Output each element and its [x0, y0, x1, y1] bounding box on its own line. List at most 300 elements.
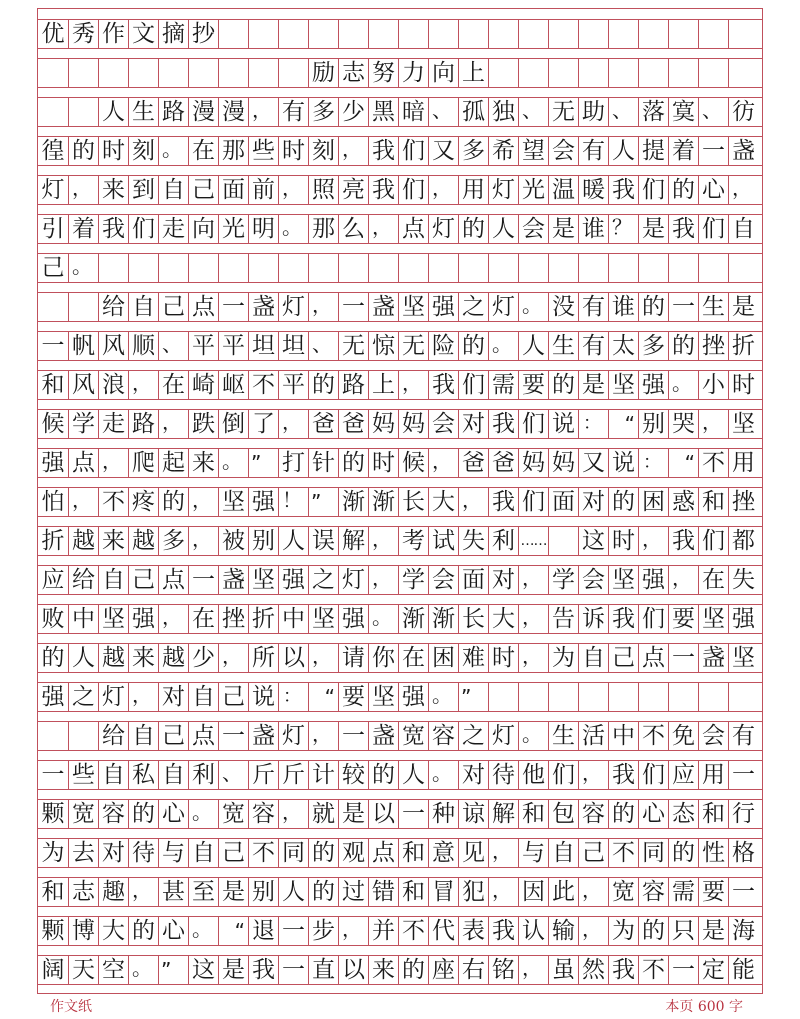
- grid-cell: 点: [68, 449, 98, 477]
- grid-cell: ，: [578, 761, 608, 789]
- grid-cell: 路: [158, 98, 188, 126]
- grid-cell: [128, 59, 158, 87]
- grid-cell: ，: [698, 410, 728, 438]
- grid-cell: 一: [188, 566, 218, 594]
- grid-cell: 学: [548, 566, 578, 594]
- grid-cell: [278, 254, 308, 282]
- grid-cell: [158, 254, 188, 282]
- grid-cell: 种: [428, 800, 458, 828]
- grid-cell: 又: [578, 449, 608, 477]
- grid-cell: 会: [518, 215, 548, 243]
- grid-cell: 作: [98, 20, 128, 48]
- grid-cell: 虽: [548, 956, 578, 984]
- grid-cell: 挫: [728, 488, 758, 516]
- grid-cell: 我: [668, 527, 698, 555]
- grid-cell: ，: [278, 410, 308, 438]
- grid-cell: ”: [458, 683, 488, 711]
- grid-cell: [488, 59, 518, 87]
- grid-cell: 谁: [608, 293, 638, 321]
- grid-cell: 用: [458, 176, 488, 204]
- grid-cell: 越: [98, 644, 128, 672]
- grid-cell: 小: [698, 371, 728, 399]
- grid-cell: 对: [488, 566, 518, 594]
- grid-cell: 无: [398, 332, 428, 360]
- grid-cell: 空: [98, 956, 128, 984]
- grid-cell: 己: [578, 839, 608, 867]
- text-row: [38, 916, 762, 946]
- grid-cell: 提: [638, 137, 668, 165]
- grid-cell: 步: [308, 917, 338, 945]
- grid-cell: 。: [518, 722, 548, 750]
- grid-cell: 此: [548, 878, 578, 906]
- grid-cell: [518, 20, 548, 48]
- grid-cell: 的: [128, 917, 158, 945]
- grid-cell: ，: [218, 644, 248, 672]
- grid-cell: [458, 254, 488, 282]
- grid-cell: 斤: [248, 761, 278, 789]
- grid-cell: 不: [638, 956, 668, 984]
- grid-cell: [518, 59, 548, 87]
- grid-cell: 我: [608, 761, 638, 789]
- grid-cell: 宽: [68, 800, 98, 828]
- grid-cell: 渐: [368, 488, 398, 516]
- grid-cell: 时: [278, 137, 308, 165]
- grid-cell: [668, 254, 698, 282]
- grid-rows: [38, 19, 762, 994]
- grid-cell: 灯: [98, 683, 128, 711]
- grid-cell: 时: [608, 527, 638, 555]
- grid-cell: 强: [41, 684, 65, 710]
- grid-cell: 前: [248, 176, 278, 204]
- grid-cell: 的: [398, 956, 428, 984]
- grid-cell: 刻: [308, 137, 338, 165]
- grid-cell: 大: [98, 917, 128, 945]
- grid-cell: ，: [518, 956, 548, 984]
- grid-cell: 和: [41, 879, 65, 905]
- grid-cell: [668, 59, 698, 87]
- grid-cell: 就: [308, 800, 338, 828]
- grid-cell: 点: [188, 722, 218, 750]
- grid-cell: ”: [248, 449, 278, 477]
- grid-cell: [218, 59, 248, 87]
- grid-cell: 说: [608, 449, 638, 477]
- grid-cell: 妈: [518, 449, 548, 477]
- grid-cell: 不: [698, 449, 728, 477]
- grid-cell: 们: [128, 215, 158, 243]
- grid-cell: [518, 254, 548, 282]
- grid-cell: 天: [68, 956, 98, 984]
- grid-cell: 我: [368, 137, 398, 165]
- grid-cell: 一: [668, 293, 698, 321]
- title-row: [38, 58, 762, 88]
- grid-cell: ，: [518, 644, 548, 672]
- grid-cell: 要: [518, 371, 548, 399]
- grid-cell: 要: [698, 878, 728, 906]
- grid-cell: 坚: [728, 410, 758, 438]
- grid-cell: 徨: [41, 138, 65, 164]
- grid-cell: 以: [338, 956, 368, 984]
- grid-cell: [518, 683, 548, 711]
- grid-cell: ：: [638, 449, 668, 477]
- text-row: [38, 370, 762, 400]
- text-row: [38, 604, 762, 634]
- grid-cell: ，: [578, 917, 608, 945]
- grid-cell: 大: [428, 488, 458, 516]
- grid-cell: 心: [158, 800, 188, 828]
- grid-cell: 灯: [488, 293, 518, 321]
- grid-cell: 中: [278, 605, 308, 633]
- grid-cell: 考: [398, 527, 428, 555]
- grid-cell: 心: [698, 176, 728, 204]
- grid-cell: 我: [98, 215, 128, 243]
- grid-cell: 意: [428, 839, 458, 867]
- grid-cell: 文: [128, 20, 158, 48]
- grid-cell: 是: [698, 917, 728, 945]
- grid-cell: 爬: [128, 449, 158, 477]
- grid-cell: ，: [578, 878, 608, 906]
- grid-cell: 怕: [41, 489, 65, 515]
- grid-cell: 长: [398, 488, 428, 516]
- grid-cell: 望: [518, 137, 548, 165]
- grid-cell: 和: [41, 372, 65, 398]
- page-character-count: 本页 600 字: [665, 999, 743, 1015]
- paper-label: 作文纸: [50, 999, 92, 1015]
- grid-cell: 。: [218, 449, 248, 477]
- grid-cell: [548, 20, 578, 48]
- grid-cell: 为: [41, 840, 65, 866]
- grid-cell: 强: [41, 450, 65, 476]
- grid-cell: 无: [338, 332, 368, 360]
- grid-cell: 计: [308, 761, 338, 789]
- grid-cell: 一: [728, 878, 758, 906]
- grid-cell: 引: [41, 216, 65, 242]
- grid-cell: 生: [548, 722, 578, 750]
- grid-cell: 灯: [428, 215, 458, 243]
- grid-cell: 和: [518, 800, 548, 828]
- grid-cell: ？: [608, 215, 638, 243]
- grid-cell: [698, 254, 728, 282]
- grid-cell: 我: [608, 956, 638, 984]
- grid-cell: 大: [488, 605, 518, 633]
- grid-cell: 和: [698, 800, 728, 828]
- grid-cell: 温: [548, 176, 578, 204]
- grid-cell: 盏: [728, 137, 758, 165]
- grid-cell: 我: [488, 410, 518, 438]
- grid-cell: 帆: [68, 332, 98, 360]
- grid-cell: 我: [668, 215, 698, 243]
- grid-cell: 因: [518, 878, 548, 906]
- grid-cell: [98, 59, 128, 87]
- grid-cell: 面: [218, 176, 248, 204]
- grid-cell: 一: [728, 761, 758, 789]
- grid-cell: 。: [518, 293, 548, 321]
- grid-cell: 妈: [398, 410, 428, 438]
- text-row: [38, 721, 762, 751]
- grid-cell: 岖: [218, 371, 248, 399]
- grid-cell: 自: [188, 683, 218, 711]
- grid-cell: 请: [338, 644, 368, 672]
- grid-cell: 的: [68, 137, 98, 165]
- grid-cell: 我: [368, 176, 398, 204]
- grid-cell: 是: [548, 215, 578, 243]
- grid-cell: 灯: [338, 566, 368, 594]
- grid-cell: 坚: [98, 605, 128, 633]
- grid-cell: 抄: [188, 20, 218, 48]
- grid-cell: 自: [128, 293, 158, 321]
- grid-cell: 以: [278, 644, 308, 672]
- grid-cell: 冒: [428, 878, 458, 906]
- grid-cell: 格: [728, 839, 758, 867]
- grid-cell: 不: [248, 371, 278, 399]
- grid-cell: 时: [368, 449, 398, 477]
- grid-cell: 的: [608, 488, 638, 516]
- grid-cell: 、: [218, 761, 248, 789]
- grid-cell: 漫: [218, 98, 248, 126]
- grid-cell: 的: [458, 332, 488, 360]
- grid-cell: 强: [278, 566, 308, 594]
- grid-cell: ！: [278, 488, 308, 516]
- grid-cell: 我: [248, 956, 278, 984]
- grid-cell: 漫: [188, 98, 218, 126]
- grid-cell: 一: [218, 722, 248, 750]
- grid-cell: 自: [728, 215, 758, 243]
- grid-cell: 盏: [698, 644, 728, 672]
- grid-cell: [638, 683, 668, 711]
- grid-cell: ，: [368, 527, 398, 555]
- grid-cell: ，: [128, 878, 158, 906]
- grid-cell: [488, 254, 518, 282]
- grid-cell: [368, 20, 398, 48]
- grid-cell: 越: [68, 527, 98, 555]
- grid-cell: 来: [188, 449, 218, 477]
- grid-cell: 多: [308, 98, 338, 126]
- grid-cell: ，: [518, 605, 548, 633]
- grid-cell: 有: [578, 293, 608, 321]
- grid-cell: 到: [128, 176, 158, 204]
- grid-cell: 的: [668, 176, 698, 204]
- grid-cell: 同: [638, 839, 668, 867]
- grid-cell: [728, 683, 758, 711]
- grid-cell: 应: [668, 761, 698, 789]
- grid-cell: 暖: [578, 176, 608, 204]
- grid-cell: 惊: [368, 332, 398, 360]
- grid-cell: ，: [518, 566, 548, 594]
- grid-cell: 败: [41, 606, 65, 632]
- grid-cell: 挫: [698, 332, 728, 360]
- grid-cell: 直: [308, 956, 338, 984]
- grid-cell: 灯: [488, 722, 518, 750]
- text-row: [38, 526, 762, 556]
- grid-cell: 那: [308, 215, 338, 243]
- grid-cell: 面: [458, 566, 488, 594]
- grid-cell: 利: [488, 527, 518, 555]
- grid-cell: 诉: [578, 605, 608, 633]
- grid-cell: 走: [158, 215, 188, 243]
- grid-cell: 盏: [248, 293, 278, 321]
- grid-cell: 。: [128, 956, 158, 984]
- grid-cell: 能: [728, 956, 758, 984]
- grid-cell: 自: [158, 176, 188, 204]
- grid-cell: 长: [458, 605, 488, 633]
- grid-cell: 坚: [218, 488, 248, 516]
- grid-cell: [68, 98, 98, 126]
- grid-cell: 困: [428, 644, 458, 672]
- grid-cell: 人: [278, 878, 308, 906]
- grid-cell: 惑: [668, 488, 698, 516]
- grid-cell: 己: [608, 644, 638, 672]
- grid-cell: 所: [248, 644, 278, 672]
- grid-cell: 容: [98, 800, 128, 828]
- grid-cell: 候: [41, 411, 65, 437]
- grid-cell: [578, 20, 608, 48]
- grid-cell: 折: [248, 605, 278, 633]
- grid-cell: [608, 683, 638, 711]
- grid-cell: [638, 254, 668, 282]
- grid-cell: 是: [578, 371, 608, 399]
- grid-cell: 向: [188, 215, 218, 243]
- grid-cell: 自: [98, 566, 128, 594]
- grid-cell: 会: [428, 410, 458, 438]
- grid-cell: 不: [98, 488, 128, 516]
- grid-cell: 对: [458, 410, 488, 438]
- grid-cell: 为: [608, 917, 638, 945]
- grid-cell: [578, 254, 608, 282]
- grid-cell: 自: [578, 644, 608, 672]
- grid-cell: 是: [728, 293, 758, 321]
- grid-cell: ，: [338, 137, 368, 165]
- grid-cell: 之: [308, 566, 338, 594]
- grid-cell: 颗: [41, 801, 65, 827]
- grid-cell: 表: [458, 917, 488, 945]
- grid-cell: 刻: [128, 137, 158, 165]
- grid-cell: 们: [698, 527, 728, 555]
- grid-cell: 学: [398, 566, 428, 594]
- grid-cell: ，: [98, 449, 128, 477]
- grid-cell: [608, 20, 638, 48]
- grid-cell: 盏: [368, 293, 398, 321]
- grid-cell: 会: [698, 722, 728, 750]
- grid-cell: ，: [368, 566, 398, 594]
- grid-cell: 强: [338, 605, 368, 633]
- grid-cell: 你: [368, 644, 398, 672]
- grid-cell: [38, 59, 68, 87]
- grid-cell: 被: [218, 527, 248, 555]
- grid-cell: 亮: [338, 176, 368, 204]
- text-row: [38, 292, 762, 322]
- grid-cell: [668, 20, 698, 48]
- grid-cell: 强: [428, 293, 458, 321]
- text-row: [38, 487, 762, 517]
- grid-cell: 这: [188, 956, 218, 984]
- grid-cell: 应: [41, 567, 65, 593]
- grid-cell: [728, 20, 758, 48]
- grid-cell: 是: [338, 800, 368, 828]
- text-row: [38, 877, 762, 907]
- grid-cell: [248, 20, 278, 48]
- grid-cell: 铭: [488, 956, 518, 984]
- grid-cell: 们: [518, 410, 548, 438]
- grid-cell: 对: [578, 488, 608, 516]
- grid-cell: 的: [41, 645, 65, 671]
- grid-cell: [608, 59, 638, 87]
- grid-cell: 代: [428, 917, 458, 945]
- grid-cell: 坚: [308, 605, 338, 633]
- grid-cell: ，: [368, 215, 398, 243]
- grid-cell: 的: [638, 917, 668, 945]
- grid-cell: 、: [308, 332, 338, 360]
- grid-cell: 爸: [308, 410, 338, 438]
- grid-cell: ，: [728, 176, 758, 204]
- grid-cell: 时: [488, 644, 518, 672]
- grid-cell: 人: [398, 761, 428, 789]
- grid-cell: 光: [218, 215, 248, 243]
- grid-cell: 然: [578, 956, 608, 984]
- grid-cell: ，: [158, 605, 188, 633]
- grid-cell: ，: [638, 527, 668, 555]
- grid-cell: 需: [668, 878, 698, 906]
- grid-cell: 打: [278, 449, 308, 477]
- grid-cell: 失: [458, 527, 488, 555]
- grid-cell: 包: [548, 800, 578, 828]
- grid-cell: 多: [458, 137, 488, 165]
- grid-cell: 多: [638, 332, 668, 360]
- grid-cell: 以: [368, 800, 398, 828]
- grid-cell: 着: [68, 215, 98, 243]
- grid-cell: ”: [158, 956, 188, 984]
- grid-cell: [428, 20, 458, 48]
- grid-cell: 在: [698, 566, 728, 594]
- grid-cell: 来: [98, 527, 128, 555]
- grid-cell: 一: [278, 917, 308, 945]
- grid-cell: 们: [398, 176, 428, 204]
- grid-cell: 强: [638, 371, 668, 399]
- grid-cell: 己: [158, 722, 188, 750]
- grid-cell: 少: [338, 98, 368, 126]
- grid-cell: 强: [638, 566, 668, 594]
- grid-cell: 强: [398, 683, 428, 711]
- grid-cell: 们: [638, 605, 668, 633]
- grid-cell: 说: [548, 410, 578, 438]
- grid-cell: 、: [698, 98, 728, 126]
- grid-cell: 倒: [218, 410, 248, 438]
- grid-cell: 自: [548, 839, 578, 867]
- grid-cell: 走: [98, 410, 128, 438]
- grid-cell: 退: [248, 917, 278, 945]
- grid-cell: 、: [428, 98, 458, 126]
- grid-cell: 会: [548, 137, 578, 165]
- grid-cell: 一: [278, 956, 308, 984]
- grid-cell: 性: [698, 839, 728, 867]
- grid-cell: 一: [41, 333, 65, 359]
- composition-paper: [37, 8, 763, 994]
- grid-cell: 浪: [98, 371, 128, 399]
- grid-cell: 斤: [278, 761, 308, 789]
- grid-cell: 们: [398, 137, 428, 165]
- grid-cell: 太: [608, 332, 638, 360]
- grid-cell: 努: [368, 59, 398, 87]
- grid-cell: 跌: [188, 410, 218, 438]
- grid-cell: 给: [98, 293, 128, 321]
- grid-cell: 阔: [41, 957, 65, 983]
- grid-cell: [728, 59, 758, 87]
- grid-cell: 己: [128, 566, 158, 594]
- grid-cell: 。: [188, 800, 218, 828]
- header-row: [38, 19, 762, 49]
- grid-cell: 这: [578, 527, 608, 555]
- grid-cell: [218, 20, 248, 48]
- grid-cell: 。: [278, 215, 308, 243]
- grid-cell: ，: [668, 566, 698, 594]
